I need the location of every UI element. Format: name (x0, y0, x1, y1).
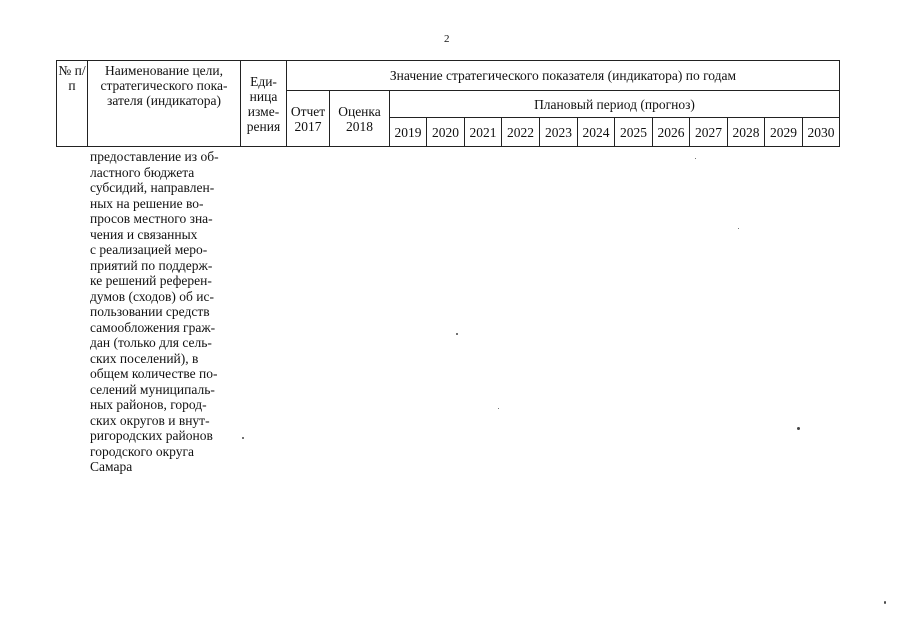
description-line: ских округов и внут- (90, 412, 210, 428)
description-line: Самара (90, 459, 133, 474)
header-name: Наименование цели, стратегического пока-зателя (индикатора) (88, 61, 241, 147)
description-line: с реализацией меро- (90, 242, 208, 257)
header-unit: Еди-ница изме-рения (241, 61, 287, 147)
header-num: № п/п (57, 61, 88, 147)
description-line: приятий по поддерж- (90, 257, 213, 273)
header-year: 2028 (728, 118, 765, 147)
header-report: Отчет 2017 (287, 91, 330, 147)
description-line: городского округа (90, 443, 195, 459)
header-year: 2026 (653, 118, 690, 147)
header-values-group: Значение стратегического показателя (индикатора) по годам (287, 61, 840, 91)
description-line: думов (сходов) об ис- (90, 288, 214, 304)
header-year: 2019 (390, 118, 427, 147)
header-year: 2022 (502, 118, 540, 147)
description-line: ке решений референ- (90, 273, 212, 288)
scan-speck (695, 158, 696, 159)
header-year: 2020 (427, 118, 465, 147)
description-line: ных на решение во- (90, 195, 204, 211)
description-line: субсидий, направлен- (90, 180, 215, 195)
header-year: 2023 (540, 118, 578, 147)
indicator-description (90, 149, 250, 475)
description-line: общем количестве по- (90, 366, 218, 381)
description-line: самообложения граж- (90, 319, 216, 335)
description-line: пользовании средств (90, 304, 210, 319)
description-line: ригородских районов (90, 428, 213, 443)
description-line: предоставление из об- (90, 149, 219, 164)
scan-speck (738, 228, 739, 229)
scan-speck (456, 333, 458, 335)
header-year: 2024 (578, 118, 615, 147)
description-line: ластного бюджета (90, 164, 195, 180)
description-line: дан (только для сель- (90, 335, 212, 350)
description-line: селений муниципаль- (90, 381, 215, 397)
header-year: 2021 (465, 118, 502, 147)
description-line: просов местного зна- (90, 211, 213, 226)
scan-speck (797, 427, 800, 430)
page-number: 2 (444, 33, 450, 45)
description-line: ских поселений), в (90, 350, 199, 366)
indicator-table-header (56, 60, 840, 147)
header-year: 2030 (803, 118, 840, 147)
description-line: ных районов, город- (90, 397, 207, 412)
header-estimate: Оценка 2018 (330, 91, 390, 147)
header-plan-group: Плановый период (прогноз) (390, 91, 840, 118)
header-year: 2027 (690, 118, 728, 147)
header-year: 2025 (615, 118, 653, 147)
header-year: 2029 (765, 118, 803, 147)
scan-speck (242, 437, 244, 439)
description-line: чения и связанных (90, 226, 198, 242)
scan-speck (498, 408, 499, 409)
scan-speck (884, 601, 886, 604)
